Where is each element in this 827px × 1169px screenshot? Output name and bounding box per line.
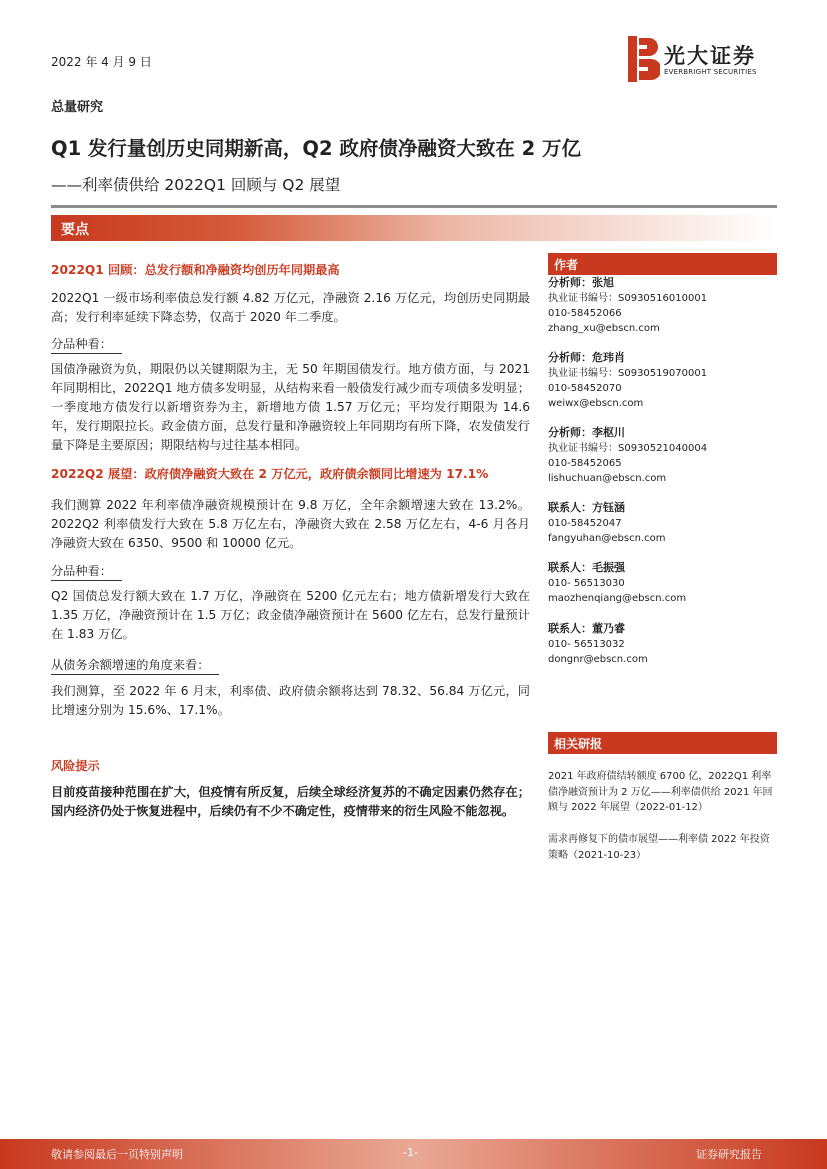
risk-heading: 风险提示 [51, 759, 100, 773]
contact-email[interactable]: dongnr@ebscn.com [548, 654, 648, 665]
analyst-phone: 010-58452065 [548, 458, 622, 469]
report-category: 总量研究 [51, 100, 104, 115]
title-divider [51, 205, 777, 208]
report-subtitle: ——利率债供给 2022Q1 回顾与 Q2 展望 [51, 176, 341, 194]
analyst-phone: 010-58452070 [548, 383, 622, 394]
analyst-card [548, 350, 777, 411]
subheading-balance-growth [51, 656, 530, 675]
paragraph-q2-summary: 我们测算 2022 年利率债净融资规模预计在 9.8 万亿，全年余额增速大致在 13.2%。2022Q2 利率债发行大致在 5.8 万亿左右，净融资大致在 2.58 万亿左右，4-6 月各月净融资大致在 6350、9500 和 10000 亿元。 [51, 498, 530, 550]
contact-email[interactable]: maozhenqiang@ebscn.com [548, 593, 687, 604]
contact-card [548, 500, 777, 546]
paragraph-q1-summary: 2022Q1 一级市场利率债总发行额 4.82 万亿元，净融资 2.16 万亿元，均创历史同期最高；发行利率延续下降态势，仅高于 2020 年二季度。 [51, 291, 530, 324]
analyst-email[interactable]: zhang_xu@ebscn.com [548, 323, 660, 334]
logo-name-cn: 光大证券 [664, 44, 756, 68]
analyst-email[interactable]: weiwx@ebscn.com [548, 398, 644, 409]
page-number: -1- [403, 1146, 418, 1159]
authors-label: 作者 [554, 258, 579, 272]
paragraph-q1-detail: 国债净融资为负，期限仍以关键期限为主，无 50 年期国债发行。地方债方面，与 2021 年同期相比，2022Q1 地方债多发明显，从结构来看一般债发行减少而专项债多发明显；一季度地方债发行以新增资券为主，新增地方债 1.57 万亿元；平均发行期限为 14.6 年，发行期限拉长。政金债方面，总发行量和净融资较上年同期均有所下降，农发债发行量下降是主要原因；期限结构与过往基本相同。 [51, 362, 530, 452]
subheading-text: 从债务余额增速的角度来看： [51, 657, 219, 675]
analyst-card [548, 425, 777, 486]
contact-phone: 010- 56513030 [548, 578, 625, 589]
section-heading-q1-review: 2022Q1 回顾：总发行额和净融资均创历年同期最高 [51, 263, 340, 277]
analyst-card [548, 275, 777, 336]
keypoints-label: 要点 [61, 222, 89, 238]
risk-body: 目前疫苗接种范围在扩大，但疫情有所反复，后续全球经济复苏的不确定因素仍然存在；国内经济仍处于恢复进程中，后续仍有不少不确定性，疫情带来的衍生风险不能忽视。 [51, 785, 530, 818]
analyst-cert: 执业证书编号：S0930516010001 [548, 293, 708, 304]
analyst-name: 分析师：危玮肖 [548, 351, 625, 364]
related-report-item[interactable]: 2021 年政府债结转额度 6700 亿，2022Q1 利率债净融资预计为 2 万亿——利率债供给 2021 年回顾与 2022 年展望（2022-01-12） [548, 771, 773, 813]
contact-email[interactable]: fangyuhan@ebscn.com [548, 533, 666, 544]
contact-phone: 010- 56513032 [548, 639, 625, 650]
everbright-logo-icon [628, 36, 660, 82]
contact-phone: 010-58452047 [548, 518, 622, 529]
contact-name: 联系人：董乃睿 [548, 622, 625, 635]
report-date: 2022 年 4 月 9 日 [51, 55, 152, 69]
keypoints-banner [51, 215, 777, 241]
authors-banner [548, 253, 777, 275]
section-heading-q2-outlook: 2022Q2 展望：政府债净融资大致在 2 万亿元，政府债余额同比增速为 17.1% [51, 467, 489, 481]
contact-card [548, 560, 777, 606]
analyst-name: 分析师：张旭 [548, 276, 614, 289]
related-report-item[interactable]: 需求再修复下的债市展望——利率债 2022 年投资策略（2021-10-23） [548, 834, 770, 861]
footer-report-type: 证券研究报告 [696, 1148, 762, 1161]
subheading-by-type-1 [51, 335, 530, 354]
analyst-name: 分析师：李枢川 [548, 426, 625, 439]
contact-name: 联系人：毛振强 [548, 561, 625, 574]
paragraph-q2-detail: Q2 国债总发行额大致在 1.7 万亿，净融资在 5200 亿元左右；地方债新增发行大致在 1.35 万亿，净融资预计在 1.5 万亿；政金债净融资预计在 5600 亿左右，总发行量预计在 1.83 万亿。 [51, 589, 530, 641]
subheading-text: 分品种看： [51, 336, 122, 354]
analyst-cert: 执业证书编号：S0930519070001 [548, 368, 708, 379]
analyst-email[interactable]: lishuchuan@ebscn.com [548, 473, 667, 484]
analyst-cert: 执业证书编号：S0930521040004 [548, 443, 708, 454]
paragraph-balance-growth: 我们测算，至 2022 年 6 月末，利率债、政府债余额将达到 78.32、56.84 万亿元，同比增速分别为 15.6%、17.1%。 [51, 684, 530, 717]
subheading-by-type-2 [51, 562, 530, 581]
analyst-phone: 010-58452066 [548, 308, 622, 319]
related-research-banner [548, 732, 777, 754]
logo-name-en: EVERBRIGHT SECURITIES [664, 68, 757, 76]
contact-card [548, 621, 777, 667]
report-title: Q1 发行量创历史同期新高，Q2 政府债净融资大致在 2 万亿 [51, 137, 582, 160]
related-research-label: 相关研报 [554, 737, 603, 751]
contact-name: 联系人：方钰涵 [548, 501, 625, 514]
subheading-text: 分品种看： [51, 563, 122, 581]
footer-disclaimer-link[interactable]: 敬请参阅最后一页特别声明 [51, 1148, 183, 1161]
